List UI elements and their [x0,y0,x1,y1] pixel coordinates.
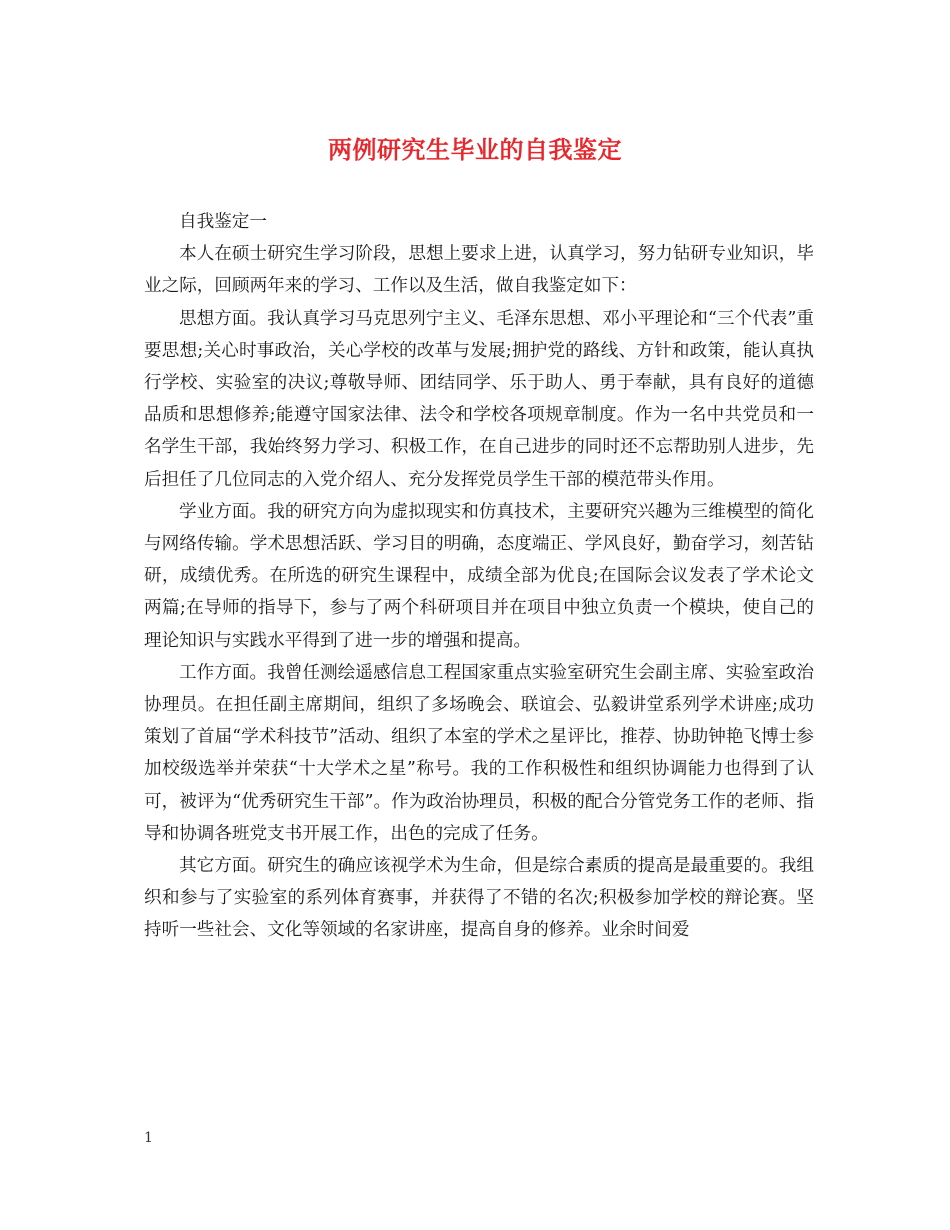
paragraph-ideology: 思想方面。我认真学习马克思列宁主义、毛泽东思想、邓小平理论和“三个代表”重要思想;关心时事政治，关心学校的改革与发展;拥护党的路线、方针和政策，能认真执行学校、实验室的决议;尊敬导师、团结同学、乐于助人、勇于奉献，具有良好的道德品质和思想修养;能遵守国家法律、法令和学校各项规章制度。作为一名中共党员和一名学生干部，我始终努力学习、积极工作，在自己进步的同时还不忘帮助别人进步，先后担任了几位同志的入党介绍人、充分发挥党员学生干部的模范带头作用。 [144,308,814,490]
paragraph-work: 工作方面。我曾任测绘遥感信息工程国家重点实验室研究生会副主席、实验室政治协理员。在担任副主席期间，组织了多场晚会、联谊会、弘毅讲堂系列学术讲座;成功策划了首届“学术科技节”活动、组织了本室的学术之星评比，推荐、协助钟艳飞博士参加校级选举并荣获“十大学术之星”称号。我的工作积极性和组织协调能力也得到了认可，被评为“优秀研究生干部”。作为政治协理员，积极的配合分管党务工作的老师、指导和协调各班党支书开展工作，出色的完成了任务。 [144,662,814,844]
section-heading: 自我鉴定一 [179,212,267,232]
page-number: 1 [144,1130,153,1146]
document-title: 两例研究生毕业的自我鉴定 [328,135,622,164]
document-body [144,206,814,947]
paragraph-other: 其它方面。研究生的确应该视学术为生命，但是综合素质的提高是最重要的。我组织和参与了实验室的系列体育赛事，并获得了不错的名次;积极参加学校的辩论赛。坚持听一些社会、文化等领域的名家讲座，提高自身的修养。业余时间爱 [144,856,814,941]
paragraph-intro: 本人在硕士研究生学习阶段，思想上要求上进，认真学习，努力钻研专业知识，毕业之际，回顾两年来的学习、工作以及生活，做自我鉴定如下： [144,244,814,297]
paragraph-academics: 学业方面。我的研究方向为虚拟现实和仿真技术，主要研究兴趣为三维模型的简化与网络传输。学术思想活跃、学习目的明确，态度端正、学风良好，勤奋学习，刻苦钻研，成绩优秀。在所选的研究生课程中，成绩全部为优良;在国际会议发表了学术论文两篇;在导师的指导下，参与了两个科研项目并在项目中独立负责一个模块，使自己的理论知识与实践水平得到了进一步的增强和提高。 [144,501,814,651]
